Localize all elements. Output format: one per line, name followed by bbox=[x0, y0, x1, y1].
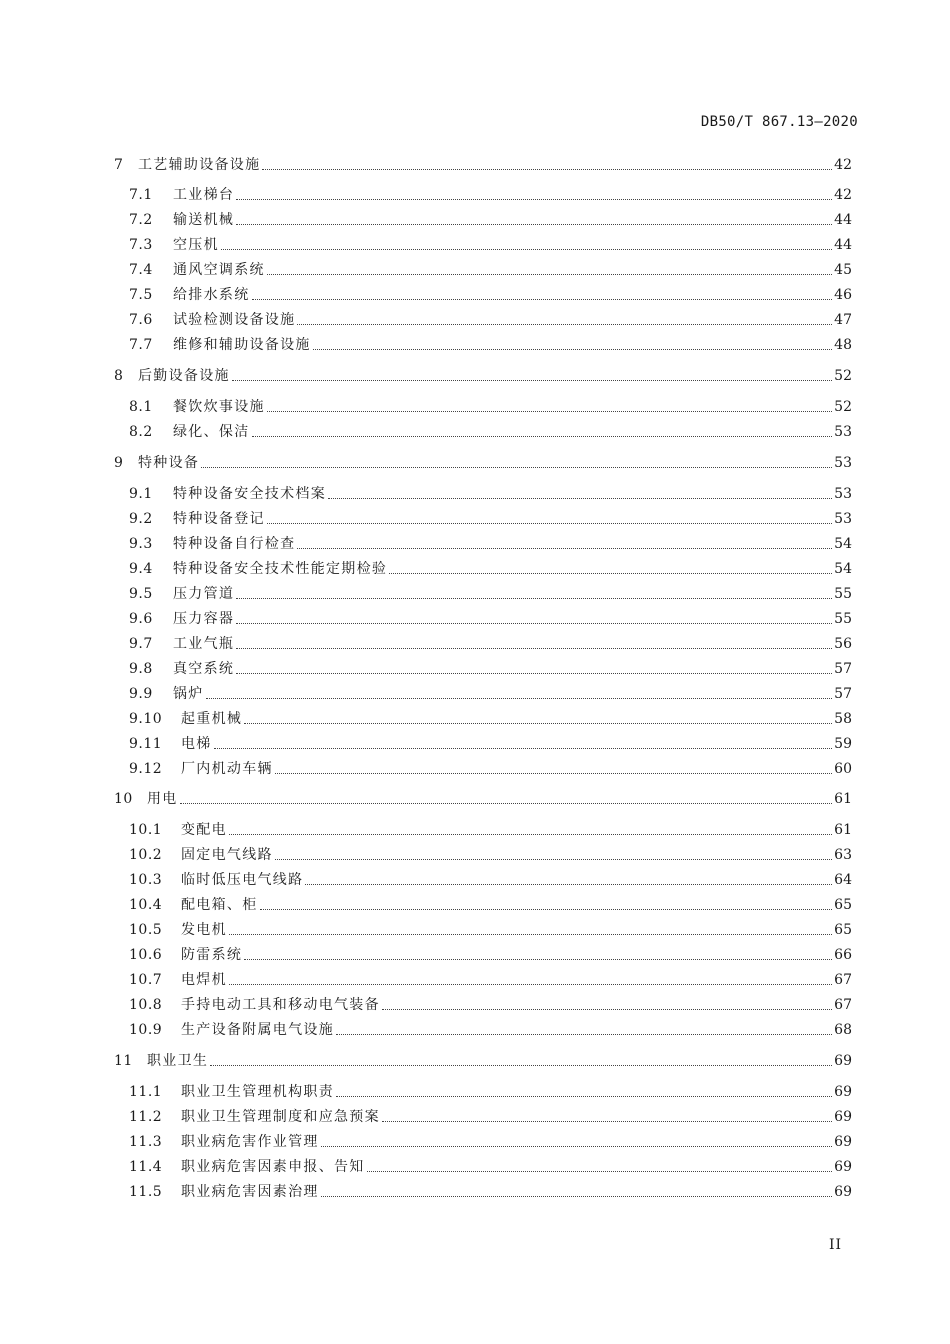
toc-entry-page: 67 bbox=[834, 972, 852, 988]
toc-section-entry[interactable] bbox=[114, 555, 852, 577]
toc-dot-leader bbox=[267, 274, 832, 275]
toc-entry-page: 45 bbox=[834, 262, 852, 278]
toc-entry-page: 53 bbox=[834, 424, 852, 440]
toc-entry-title: 用电 bbox=[147, 791, 178, 807]
toc-entry-number: 11.4 bbox=[129, 1159, 163, 1175]
toc-entry-number: 9.8 bbox=[129, 661, 153, 677]
toc-section-entry[interactable] bbox=[114, 393, 852, 415]
toc-entry-title: 给排水系统 bbox=[173, 287, 250, 303]
toc-chapter-entry[interactable] bbox=[114, 1047, 852, 1069]
toc-section-entry[interactable] bbox=[114, 730, 852, 752]
toc-entry-title: 特种设备安全技术档案 bbox=[173, 486, 326, 502]
toc-entry-title: 生产设备附属电气设施 bbox=[181, 1022, 334, 1038]
toc-entry-page: 63 bbox=[834, 847, 852, 863]
toc-section-entry[interactable] bbox=[114, 916, 852, 938]
toc-entry-page: 52 bbox=[834, 368, 852, 384]
toc-entry-title: 厂内机动车辆 bbox=[181, 761, 273, 777]
toc-entry-title: 职业病危害因素治理 bbox=[181, 1184, 319, 1200]
toc-dot-leader bbox=[389, 573, 832, 574]
toc-entry-number: 8 bbox=[114, 368, 124, 384]
toc-entry-title: 变配电 bbox=[181, 822, 227, 838]
toc-entry-number: 9 bbox=[114, 455, 124, 471]
toc-entry-page: 59 bbox=[834, 736, 852, 752]
toc-section-entry[interactable] bbox=[114, 231, 852, 253]
toc-entry-number: 9.10 bbox=[129, 711, 163, 727]
toc-entry-title: 锅炉 bbox=[173, 686, 204, 702]
toc-dot-leader bbox=[275, 859, 832, 860]
toc-entry-number: 9.1 bbox=[129, 486, 153, 502]
toc-entry-page: 69 bbox=[834, 1053, 852, 1069]
toc-entry-page: 65 bbox=[834, 897, 852, 913]
toc-entry-title: 特种设备安全技术性能定期检验 bbox=[173, 561, 388, 577]
toc-entry-number: 9.2 bbox=[129, 511, 153, 527]
toc-entry-number: 8.1 bbox=[129, 399, 153, 415]
toc-section-entry[interactable] bbox=[114, 281, 852, 303]
toc-entry-title: 特种设备登记 bbox=[173, 511, 265, 527]
toc-section-entry[interactable] bbox=[114, 206, 852, 228]
toc-section-entry[interactable] bbox=[114, 891, 852, 913]
toc-section-entry[interactable] bbox=[114, 655, 852, 677]
toc-dot-leader bbox=[236, 598, 832, 599]
toc-entry-title: 防雷系统 bbox=[181, 947, 243, 963]
toc-entry-number: 10.8 bbox=[129, 997, 163, 1013]
toc-entry-title: 真空系统 bbox=[173, 661, 235, 677]
toc-entry-number: 9.5 bbox=[129, 586, 153, 602]
toc-section-entry[interactable] bbox=[114, 755, 852, 777]
toc-dot-leader bbox=[201, 467, 832, 468]
document-code: DB50/T 867.13—2020 bbox=[700, 114, 858, 130]
toc-dot-leader bbox=[260, 909, 833, 910]
toc-entry-title: 通风空调系统 bbox=[173, 262, 265, 278]
toc-entry-number: 10.9 bbox=[129, 1022, 163, 1038]
toc-entry-title: 电焊机 bbox=[181, 972, 227, 988]
toc-entry-number: 7.2 bbox=[129, 212, 153, 228]
toc-entry-number: 7.6 bbox=[129, 312, 153, 328]
toc-dot-leader bbox=[206, 698, 833, 699]
toc-dot-leader bbox=[262, 169, 832, 170]
toc-entry-page: 48 bbox=[834, 337, 852, 353]
toc-section-entry[interactable] bbox=[114, 505, 852, 527]
toc-section-entry[interactable] bbox=[114, 680, 852, 702]
toc-section-entry[interactable] bbox=[114, 991, 852, 1013]
toc-entry-page: 44 bbox=[834, 237, 852, 253]
toc-section-entry[interactable] bbox=[114, 1078, 852, 1100]
toc-entry-title: 职业病危害因素申报、告知 bbox=[181, 1159, 365, 1175]
toc-entry-number: 7.5 bbox=[129, 287, 153, 303]
toc-dot-leader bbox=[267, 523, 832, 524]
toc-entry-number: 9.3 bbox=[129, 536, 153, 552]
toc-entry-page: 54 bbox=[834, 536, 852, 552]
toc-section-entry[interactable] bbox=[114, 630, 852, 652]
toc-entry-title: 特种设备自行检查 bbox=[173, 536, 296, 552]
toc-entry-title: 后勤设备设施 bbox=[138, 368, 230, 384]
toc-section-entry[interactable] bbox=[114, 966, 852, 988]
toc-entry-number: 7.1 bbox=[129, 187, 153, 203]
toc-entry-title: 职业卫生 bbox=[147, 1053, 209, 1069]
toc-entry-title: 发电机 bbox=[181, 922, 227, 938]
toc-entry-page: 69 bbox=[834, 1134, 852, 1150]
toc-dot-leader bbox=[214, 748, 833, 749]
toc-entry-title: 特种设备 bbox=[138, 455, 200, 471]
toc-entry-number: 10.2 bbox=[129, 847, 163, 863]
toc-section-entry[interactable] bbox=[114, 306, 852, 328]
toc-entry-page: 57 bbox=[834, 661, 852, 677]
toc-entry-number: 10.4 bbox=[129, 897, 163, 913]
toc-entry-page: 69 bbox=[834, 1159, 852, 1175]
toc-dot-leader bbox=[305, 884, 832, 885]
toc-entry-title: 工业气瓶 bbox=[173, 636, 235, 652]
toc-entry-title: 空压机 bbox=[173, 237, 219, 253]
toc-entry-number: 7.7 bbox=[129, 337, 153, 353]
toc-entry-number: 9.4 bbox=[129, 561, 153, 577]
toc-entry-page: 44 bbox=[834, 212, 852, 228]
toc-entry-title: 餐饮炊事设施 bbox=[173, 399, 265, 415]
toc-dot-leader bbox=[328, 498, 832, 499]
toc-dot-leader bbox=[336, 1096, 832, 1097]
toc-entry-page: 42 bbox=[834, 157, 852, 173]
toc-entry-title: 起重机械 bbox=[181, 711, 243, 727]
toc-entry-title: 维修和辅助设备设施 bbox=[173, 337, 311, 353]
toc-entry-page: 69 bbox=[834, 1084, 852, 1100]
toc-section-entry[interactable] bbox=[114, 841, 852, 863]
toc-section-entry[interactable] bbox=[114, 418, 852, 440]
toc-entry-number: 10.1 bbox=[129, 822, 163, 838]
toc-entry-page: 53 bbox=[834, 455, 852, 471]
toc-section-entry[interactable] bbox=[114, 480, 852, 502]
toc-entry-page: 60 bbox=[834, 761, 852, 777]
toc-dot-leader bbox=[229, 834, 832, 835]
toc-dot-leader bbox=[229, 934, 832, 935]
toc-entry-page: 67 bbox=[834, 997, 852, 1013]
toc-entry-title: 工艺辅助设备设施 bbox=[138, 157, 261, 173]
toc-entry-number: 10.6 bbox=[129, 947, 163, 963]
toc-entry-page: 66 bbox=[834, 947, 852, 963]
toc-dot-leader bbox=[252, 299, 833, 300]
toc-dot-leader bbox=[275, 773, 832, 774]
toc-section-entry[interactable] bbox=[114, 256, 852, 278]
toc-dot-leader bbox=[244, 959, 832, 960]
toc-entry-number: 9.12 bbox=[129, 761, 163, 777]
toc-section-entry[interactable] bbox=[114, 941, 852, 963]
toc-dot-leader bbox=[297, 324, 832, 325]
toc-entry-number: 9.6 bbox=[129, 611, 153, 627]
toc-dot-leader bbox=[382, 1009, 832, 1010]
toc-dot-leader bbox=[229, 984, 832, 985]
toc-section-entry[interactable] bbox=[114, 705, 852, 727]
toc-dot-leader bbox=[236, 623, 832, 624]
toc-entry-title: 职业病危害作业管理 bbox=[181, 1134, 319, 1150]
toc-entry-title: 试验检测设备设施 bbox=[173, 312, 296, 328]
toc-entry-title: 绿化、保洁 bbox=[173, 424, 250, 440]
toc-entry-title: 配电箱、柜 bbox=[181, 897, 258, 913]
toc-dot-leader bbox=[210, 1065, 832, 1066]
toc-section-entry[interactable] bbox=[114, 1103, 852, 1125]
toc-entry-number: 9.9 bbox=[129, 686, 153, 702]
toc-entry-number: 7.4 bbox=[129, 262, 153, 278]
toc-dot-leader bbox=[244, 723, 832, 724]
toc-section-entry[interactable] bbox=[114, 605, 852, 627]
toc-section-entry[interactable] bbox=[114, 1128, 852, 1150]
toc-entry-number: 9.7 bbox=[129, 636, 153, 652]
toc-dot-leader bbox=[236, 224, 832, 225]
toc-entry-page: 68 bbox=[834, 1022, 852, 1038]
toc-entry-title: 职业卫生管理制度和应急预案 bbox=[181, 1109, 380, 1125]
toc-entry-title: 压力管道 bbox=[173, 586, 235, 602]
toc-entry-title: 工业梯台 bbox=[173, 187, 235, 203]
toc-section-entry[interactable] bbox=[114, 331, 852, 353]
toc-entry-page: 58 bbox=[834, 711, 852, 727]
toc-dot-leader bbox=[367, 1171, 833, 1172]
toc-entry-page: 55 bbox=[834, 611, 852, 627]
toc-entry-page: 52 bbox=[834, 399, 852, 415]
toc-entry-title: 电梯 bbox=[181, 736, 212, 752]
toc-section-entry[interactable] bbox=[114, 816, 852, 838]
toc-entry-page: 56 bbox=[834, 636, 852, 652]
page-number: II bbox=[828, 1237, 842, 1253]
toc-dot-leader bbox=[267, 411, 832, 412]
toc-entry-number: 10 bbox=[114, 791, 133, 807]
toc-entry-title: 压力容器 bbox=[173, 611, 235, 627]
toc-entry-page: 55 bbox=[834, 586, 852, 602]
toc-entry-page: 46 bbox=[834, 287, 852, 303]
toc-dot-leader bbox=[232, 380, 832, 381]
toc-entry-number: 11.1 bbox=[129, 1084, 163, 1100]
toc-chapter-entry[interactable] bbox=[114, 785, 852, 807]
toc-dot-leader bbox=[321, 1146, 832, 1147]
toc-dot-leader bbox=[221, 249, 832, 250]
toc-chapter-entry[interactable] bbox=[114, 449, 852, 471]
toc-entry-number: 9.11 bbox=[129, 736, 163, 752]
toc-dot-leader bbox=[336, 1034, 832, 1035]
toc-section-entry[interactable] bbox=[114, 530, 852, 552]
toc-entry-number: 11.5 bbox=[129, 1184, 163, 1200]
toc-section-entry[interactable] bbox=[114, 181, 852, 203]
toc-entry-number: 10.7 bbox=[129, 972, 163, 988]
toc-dot-leader bbox=[297, 548, 832, 549]
toc-entry-page: 53 bbox=[834, 486, 852, 502]
toc-entry-title: 手持电动工具和移动电气装备 bbox=[181, 997, 380, 1013]
toc-entry-number: 11.3 bbox=[129, 1134, 163, 1150]
toc-section-entry[interactable] bbox=[114, 580, 852, 602]
toc-entry-number: 11 bbox=[114, 1053, 133, 1069]
toc-entry-page: 61 bbox=[834, 822, 852, 838]
toc-dot-leader bbox=[313, 349, 832, 350]
toc-dot-leader bbox=[180, 803, 833, 804]
toc-entry-title: 职业卫生管理机构职责 bbox=[181, 1084, 334, 1100]
toc-chapter-entry[interactable] bbox=[114, 151, 852, 173]
toc-entry-title: 输送机械 bbox=[173, 212, 235, 228]
toc-entry-page: 61 bbox=[834, 791, 852, 807]
toc-entry-page: 53 bbox=[834, 511, 852, 527]
toc-entry-page: 42 bbox=[834, 187, 852, 203]
toc-dot-leader bbox=[236, 673, 832, 674]
toc-entry-page: 69 bbox=[834, 1109, 852, 1125]
toc-entry-page: 65 bbox=[834, 922, 852, 938]
toc-section-entry[interactable] bbox=[114, 1178, 852, 1200]
toc-dot-leader bbox=[236, 199, 832, 200]
toc-entry-page: 47 bbox=[834, 312, 852, 328]
toc-entry-title: 临时低压电气线路 bbox=[181, 872, 304, 888]
toc-entry-page: 69 bbox=[834, 1184, 852, 1200]
toc-entry-number: 10.5 bbox=[129, 922, 163, 938]
toc-entry-number: 10.3 bbox=[129, 872, 163, 888]
toc-entry-page: 64 bbox=[834, 872, 852, 888]
toc-dot-leader bbox=[252, 436, 833, 437]
toc-entry-page: 57 bbox=[834, 686, 852, 702]
toc-dot-leader bbox=[321, 1196, 832, 1197]
toc-entry-title: 固定电气线路 bbox=[181, 847, 273, 863]
toc-entry-number: 8.2 bbox=[129, 424, 153, 440]
toc-section-entry[interactable] bbox=[114, 1016, 852, 1038]
toc-chapter-entry[interactable] bbox=[114, 362, 852, 384]
toc-dot-leader bbox=[236, 648, 832, 649]
toc-entry-number: 7 bbox=[114, 157, 124, 173]
toc-section-entry[interactable] bbox=[114, 866, 852, 888]
toc-entry-page: 54 bbox=[834, 561, 852, 577]
toc-entry-number: 7.3 bbox=[129, 237, 153, 253]
toc-section-entry[interactable] bbox=[114, 1153, 852, 1175]
toc-dot-leader bbox=[382, 1121, 832, 1122]
toc-entry-number: 11.2 bbox=[129, 1109, 163, 1125]
